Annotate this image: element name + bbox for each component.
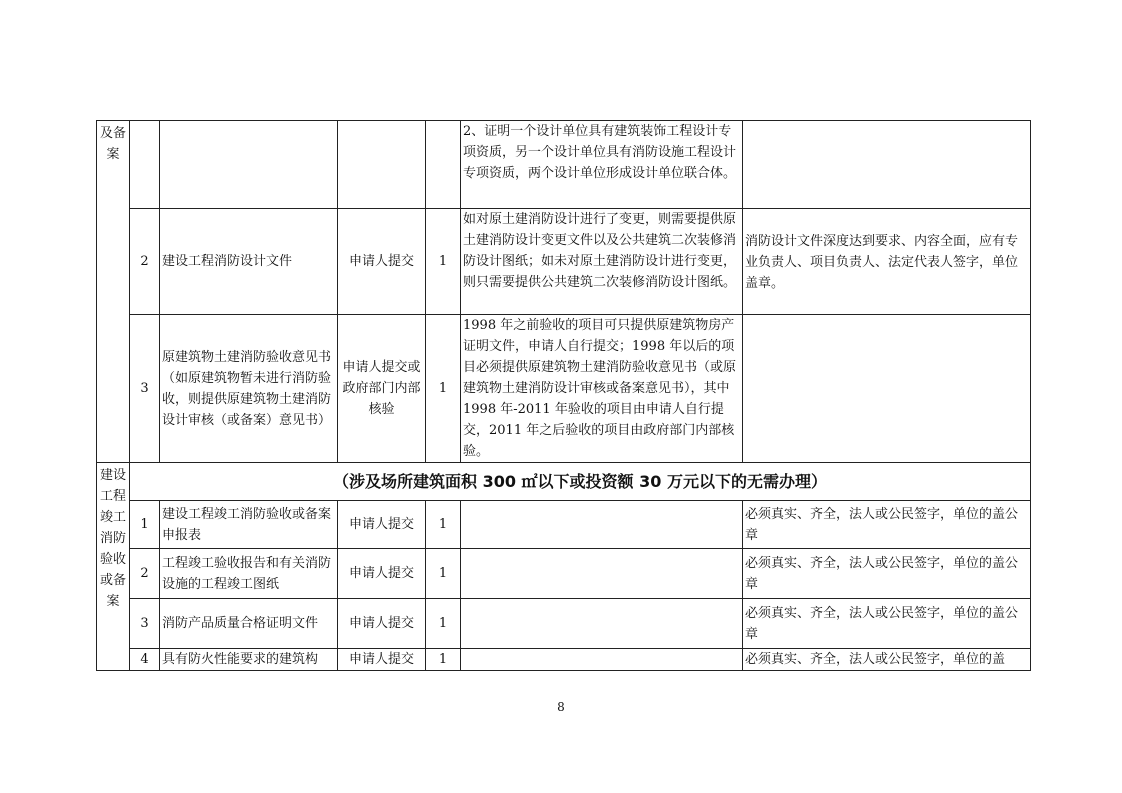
- material-name: 消防产品质量合格证明文件: [160, 599, 338, 649]
- table-row: [97, 209, 1031, 315]
- material-requirement: 必须真实、齐全，法人或公民签字，单位的盖公章: [743, 549, 1031, 599]
- materials-table: [96, 120, 1031, 671]
- row-number: 2: [130, 209, 160, 315]
- material-note: 2、证明一个设计单位具有建筑装饰工程设计专项资质，另一个设计单位具有消防设施工程设计专项资质，两个设计单位形成设计单位联合体。: [461, 121, 743, 209]
- material-source: 申请人提交: [338, 649, 426, 671]
- material-name: 工程竣工验收报告和有关消防设施的工程竣工图纸: [160, 549, 338, 599]
- material-quantity: 1: [426, 315, 461, 463]
- row-number: [130, 121, 160, 209]
- material-note: [461, 599, 743, 649]
- table-row: [97, 599, 1031, 649]
- material-quantity: 1: [426, 599, 461, 649]
- material-quantity: 1: [426, 549, 461, 599]
- stage-cell: [97, 121, 130, 463]
- material-source: 申请人提交: [338, 501, 426, 549]
- table-row: [97, 121, 1031, 209]
- material-requirement: [743, 121, 1031, 209]
- stage-cell: [97, 463, 130, 671]
- material-source: 申请人提交或政府部门内部核验: [338, 315, 426, 463]
- material-name: [160, 121, 338, 209]
- notice-row: [97, 463, 1031, 501]
- material-source: 申请人提交: [338, 549, 426, 599]
- material-quantity: 1: [426, 501, 461, 549]
- material-note: [461, 549, 743, 599]
- page-number: 8: [557, 700, 565, 714]
- material-note: 如对原土建消防设计进行了变更，则需要提供原土建消防设计变更文件以及公共建筑二次装修消防设计图纸；如未对原土建消防设计进行变更，则只需要提供公共建筑二次装修消防设计图纸。: [461, 209, 743, 315]
- material-source: 申请人提交: [338, 209, 426, 315]
- material-name: 建设工程竣工消防验收或备案申报表: [160, 501, 338, 549]
- stage-label: 建设 工程 竣工 消防 验收 或备 案: [99, 468, 126, 609]
- material-name: 原建筑物土建消防验收意见书（如原建筑物暂未进行消防验收，则提供原建筑物土建消防设计审核（或备案）意见书）: [160, 315, 338, 463]
- material-source: [338, 121, 426, 209]
- row-number: 1: [130, 501, 160, 549]
- material-note: [461, 649, 743, 671]
- row-number: 4: [130, 649, 160, 671]
- material-quantity: [426, 121, 461, 209]
- material-quantity: 1: [426, 209, 461, 315]
- material-requirement: 必须真实、齐全，法人或公民签字，单位的盖公章: [743, 501, 1031, 549]
- row-number: 2: [130, 549, 160, 599]
- material-requirement: 消防设计文件深度达到要求、内容全面，应有专业负责人、项目负责人、法定代表人签字，单位盖章。: [743, 209, 1031, 315]
- material-source: 申请人提交: [338, 599, 426, 649]
- table-row: [97, 649, 1031, 671]
- table-row: [97, 501, 1031, 549]
- material-note: 1998 年之前验收的项目可只提供原建筑物房产证明文件，申请人自行提交；1998 年以后的项目必须提供原建筑物土建消防验收意见书（或原建筑物土建消防设计审核或备案意见书），其中 1998 年-2011 年验收的项目由申请人自行提交，2011 年之后验收的项目由政府部门内部核验。: [461, 315, 743, 463]
- notice-text: （涉及场所建筑面积 300 ㎡以下或投资额 30 万元以下的无需办理）: [130, 463, 1031, 501]
- material-quantity: 1: [426, 649, 461, 671]
- material-requirement: 必须真实、齐全，法人或公民签字，单位的盖: [743, 649, 1031, 671]
- material-name: 建设工程消防设计文件: [160, 209, 338, 315]
- stage-label: 及备 案: [99, 126, 126, 162]
- row-number: 3: [130, 599, 160, 649]
- table-row: [97, 549, 1031, 599]
- material-requirement: 必须真实、齐全，法人或公民签字，单位的盖公章: [743, 599, 1031, 649]
- row-number: 3: [130, 315, 160, 463]
- table-row: [97, 315, 1031, 463]
- material-name: 具有防火性能要求的建筑构: [160, 649, 338, 671]
- material-requirement: [743, 315, 1031, 463]
- material-note: [461, 501, 743, 549]
